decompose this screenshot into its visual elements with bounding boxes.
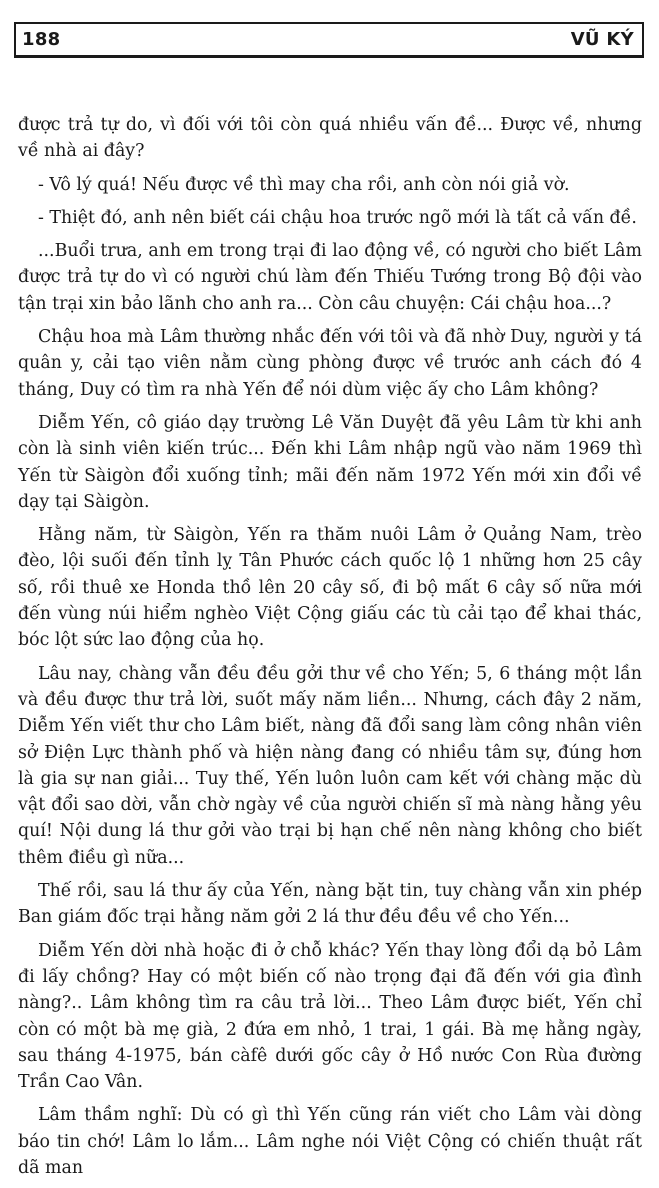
paragraph: Lâu nay, chàng vẫn đều đều gởi thư về cho Yến; 5, 6 tháng một lần và đều được thư trả lời, suốt mấy năm liền... Nhưng, cách đây 2 năm, Diễm Yến viết thư cho Lâm biết, nàng đã đổi sang làm công nhân viên sở Điện Lực thành phố và hiện nàng đang có nhiều tâm sự, đúng hơn là gia sự nan giải... Tuy thế, Yến luôn luôn cam kết với chàng mặc dù vật đổi sao dời, vẫn chờ ngày về của người chiến sĩ mà nàng hằng yêu quí! Nội dung lá thư gởi vào trại bị hạn chế nên nàng không cho biết thêm điều gì nữa... <box>18 663 642 868</box>
paragraph-continuation: được trả tự do, vì đối với tôi còn quá nhiều vấn đề... Được về, nhưng về nhà ai đây? <box>18 115 642 162</box>
paragraph: ...Buổi trưa, anh em trong trại đi lao động về, có người cho biết Lâm được trả tự do vì có người chú làm đến Thiếu Tướng trong Bộ đội vào tận trại xin bảo lãnh cho anh ra... Còn câu chuyện: Cái chậu hoa...? <box>18 241 642 314</box>
page-number: 188 <box>22 29 61 50</box>
paragraph: Diễm Yến dời nhà hoặc đi ở chỗ khác? Yến thay lòng đổi dạ bỏ Lâm đi lấy chồng? Hay có một biến cố nào trọng đại đã đến với gia đình nàng?.. Lâm không tìm ra câu trả lời... Theo Lâm được biết, Yến chỉ còn có một bà mẹ già, 2 đứa em nhỏ, 1 trai, 1 gái. Bà mẹ hằng ngày, sau tháng 4-1975, bán càfê dưới gốc cây ở Hồ nước Con Rùa đường Trần Cao Vân. <box>18 940 642 1093</box>
paragraph: Thế rồi, sau lá thư ấy của Yến, nàng bặt tin, tuy chàng vẫn xin phép Ban giám đốc trại hằng năm gởi 2 lá thư đều đều về cho Yến... <box>18 881 642 928</box>
paragraph: Chậu hoa mà Lâm thường nhắc đến với tôi và đã nhờ Duy, người y tá quân y, cải tạo viên nằm cùng phòng được về trước anh cách đó 4 tháng, Duy có tìm ra nhà Yến để nói dùm việc ấy cho Lâm không? <box>18 327 642 400</box>
running-title: VŨ KÝ <box>570 29 634 50</box>
paragraph-last: Lâm thầm nghĩ: Dù có gì thì Yến cũng rán viết cho Lâm vài dòng báo tin chớ! Lâm lo lắm... Lâm nghe nói Việt Cộng có chiến thuật rất dã man <box>18 1105 642 1178</box>
body-text <box>18 112 642 1188</box>
paragraph: Hằng năm, từ Sàigòn, Yến ra thăm nuôi Lâm ở Quảng Nam, trèo đèo, lội suối đến tỉnh lỵ Tân Phước cách quốc lộ 1 những hơn 25 cây số, rồi thuê xe Honda thồ lên 20 cây số, đi bộ mất 6 cây số nữa mới đến vùng núi hiểm nghèo Việt Cộng giấu các tù cải tạo để khai thác, bóc lột sức lao động của họ. <box>18 525 642 651</box>
paragraph-dialogue-2: - Thiệt đó, anh nên biết cái chậu hoa trước ngõ mới là tất cả vấn đề. <box>38 207 637 228</box>
page-header <box>14 22 644 58</box>
paragraph-dialogue-1: - Vô lý quá! Nếu được về thì may cha rồi, anh còn nói giả vờ. <box>38 174 570 195</box>
paragraph: Diễm Yến, cô giáo dạy trường Lê Văn Duyệt đã yêu Lâm từ khi anh còn là sinh viên kiến trúc... Đến khi Lâm nhập ngũ vào năm 1969 thì Yến từ Sàigòn đổi xuống tỉnh; mãi đến năm 1972 Yến mới xin đổi về dạy tại Sàigòn. <box>18 412 642 512</box>
